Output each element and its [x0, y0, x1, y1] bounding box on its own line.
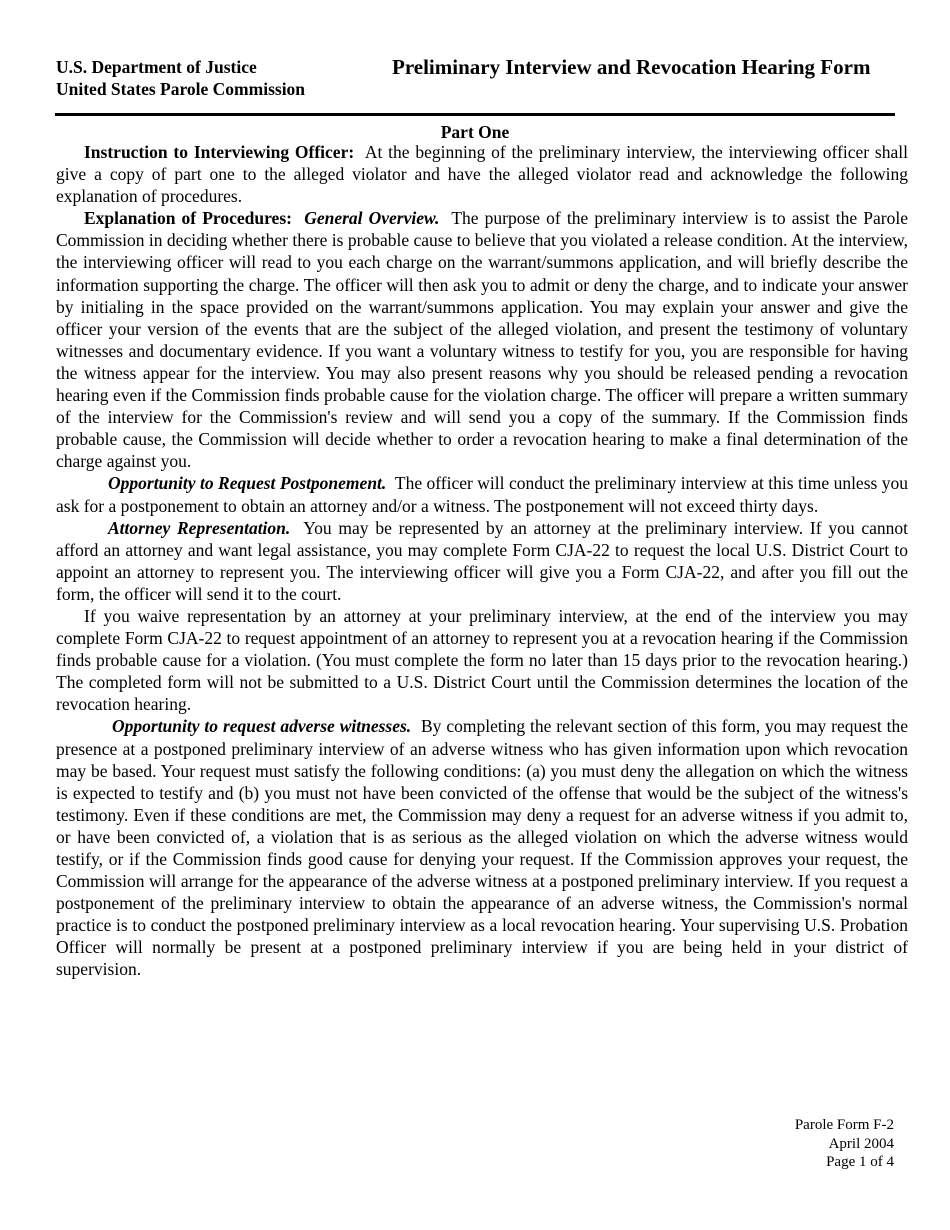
agency-line-1: U.S. Department of Justice	[56, 57, 257, 77]
part-heading: Part One	[440, 122, 510, 142]
instruction-text: At the beginning of the preliminary interview, the interviewing officer shall give a copy of part one to the alleged violator and have the alleged violator read and acknowledge the following explanation of procedures.	[56, 142, 908, 207]
postponement-text: The officer will conduct the preliminary interview at this time unless you ask for a postponement to obtain an attorney and/or a witness. The postponement will not exceed thirty days.	[56, 473, 909, 516]
explanation-label: Explanation of Procedures:	[84, 208, 292, 229]
overview-label: General Overview.	[304, 208, 440, 229]
attorney-label: Attorney Representation.	[108, 517, 291, 538]
attorney-text: You may be represented by an attorney at the preliminary interview. If you cannot afford an attorney and want legal assistance, you may complete Form CJA-22 to request the local U.S. District Court to appoint an attorney to represent you. The interviewing officer will give you a Form CJA-22, and after you fill out the form, the officer will send it to the court.	[56, 517, 909, 604]
attorney-paragraph	[56, 517, 908, 605]
document-body	[56, 141, 908, 981]
explanation-paragraph	[56, 207, 908, 472]
header-divider	[55, 113, 895, 116]
form-date: April 2004	[828, 1135, 894, 1152]
postponement-paragraph	[56, 472, 908, 516]
page-footer	[795, 1116, 894, 1172]
instruction-paragraph	[56, 141, 908, 207]
instruction-label: Instruction to Interviewing Officer:	[84, 142, 355, 162]
explanation-text: The purpose of the preliminary interview is to assist the Parole Commission in deciding whether there is probable cause to believe that you violated a release condition. At the interview, the interviewing officer will read to you each charge on the warrant/summons application, and will briefly describe the information supporting the charge. The officer will then ask you to admit or deny the charge, and to indicate your answer by initialing in the space provided on the warrant/summons application. You may explain your answer and give the officer your version of the events that are the subject of the alleged violation, and present the testimony of voluntary witnesses and documentary evidence. If you want a voluntary witness to testify for you, you are responsible for having the witness appear for the interview. You may also present reasons why you should be released pending a revocation hearing even if the Commission finds probable cause for the violation charge. The officer will prepare a written summary of the interview for the Commission's review and will send you a copy of the summary. If the Commission finds probable cause, the Commission will decide whether to order a revocation hearing to make a final determination of the charge against you.	[56, 208, 908, 472]
form-id: Parole Form F-2	[794, 1117, 894, 1133]
waiver-paragraph	[56, 605, 908, 715]
form-title: Preliminary Interview and Revocation Hearing Form	[392, 55, 871, 79]
waiver-text: If you waive representation by an attorney at your preliminary interview, at the end of the interview you may complete Form CJA-22 to request appointment of an attorney to represent you at a revocation hearing if the Commission finds probable cause for a violation. (You must complete the form no later than 15 days prior to the revocation hearing.) The completed form will not be submitted to a U.S. District Court until the Commission determines the location of the revocation hearing.	[56, 605, 908, 715]
adverse-label: Opportunity to request adverse witnesses.	[112, 716, 412, 737]
adverse-paragraph	[56, 715, 908, 980]
agency-block	[56, 56, 305, 100]
agency-line-2: United States Parole Commission	[56, 79, 306, 99]
page-number: Page 1 of 4	[826, 1154, 894, 1170]
adverse-text: By completing the relevant section of this form, you may request the presence at a postponed preliminary interview of an adverse witness who has given information upon which revocation may be based. Your request must satisfy the following conditions: (a) you must deny the allegation on which the witness is expected to testify and (b) you must not have been convicted of the offense that would be the subject of the witness's testimony. Even if these conditions are met, the Commission may deny a request for an adverse witness if you admit to, or have been convicted of, a violation that is as serious as the alleged violation on which the adverse witness would testify, or if the Commission finds good cause for denying your request. If the Commission approves your request, the Commission will arrange for the appearance of the adverse witness at a postponed preliminary interview. If you request a postponement of the preliminary interview to obtain the appearance of an adverse witness, the Commission's normal practice is to conduct the postponed preliminary interview as a local revocation hearing. Your supervising U.S. Probation Officer will normally be present at a postponed preliminary interview if you are being held in your district of supervision.	[56, 716, 909, 980]
postponement-label: Opportunity to Request Postponement.	[108, 473, 387, 494]
